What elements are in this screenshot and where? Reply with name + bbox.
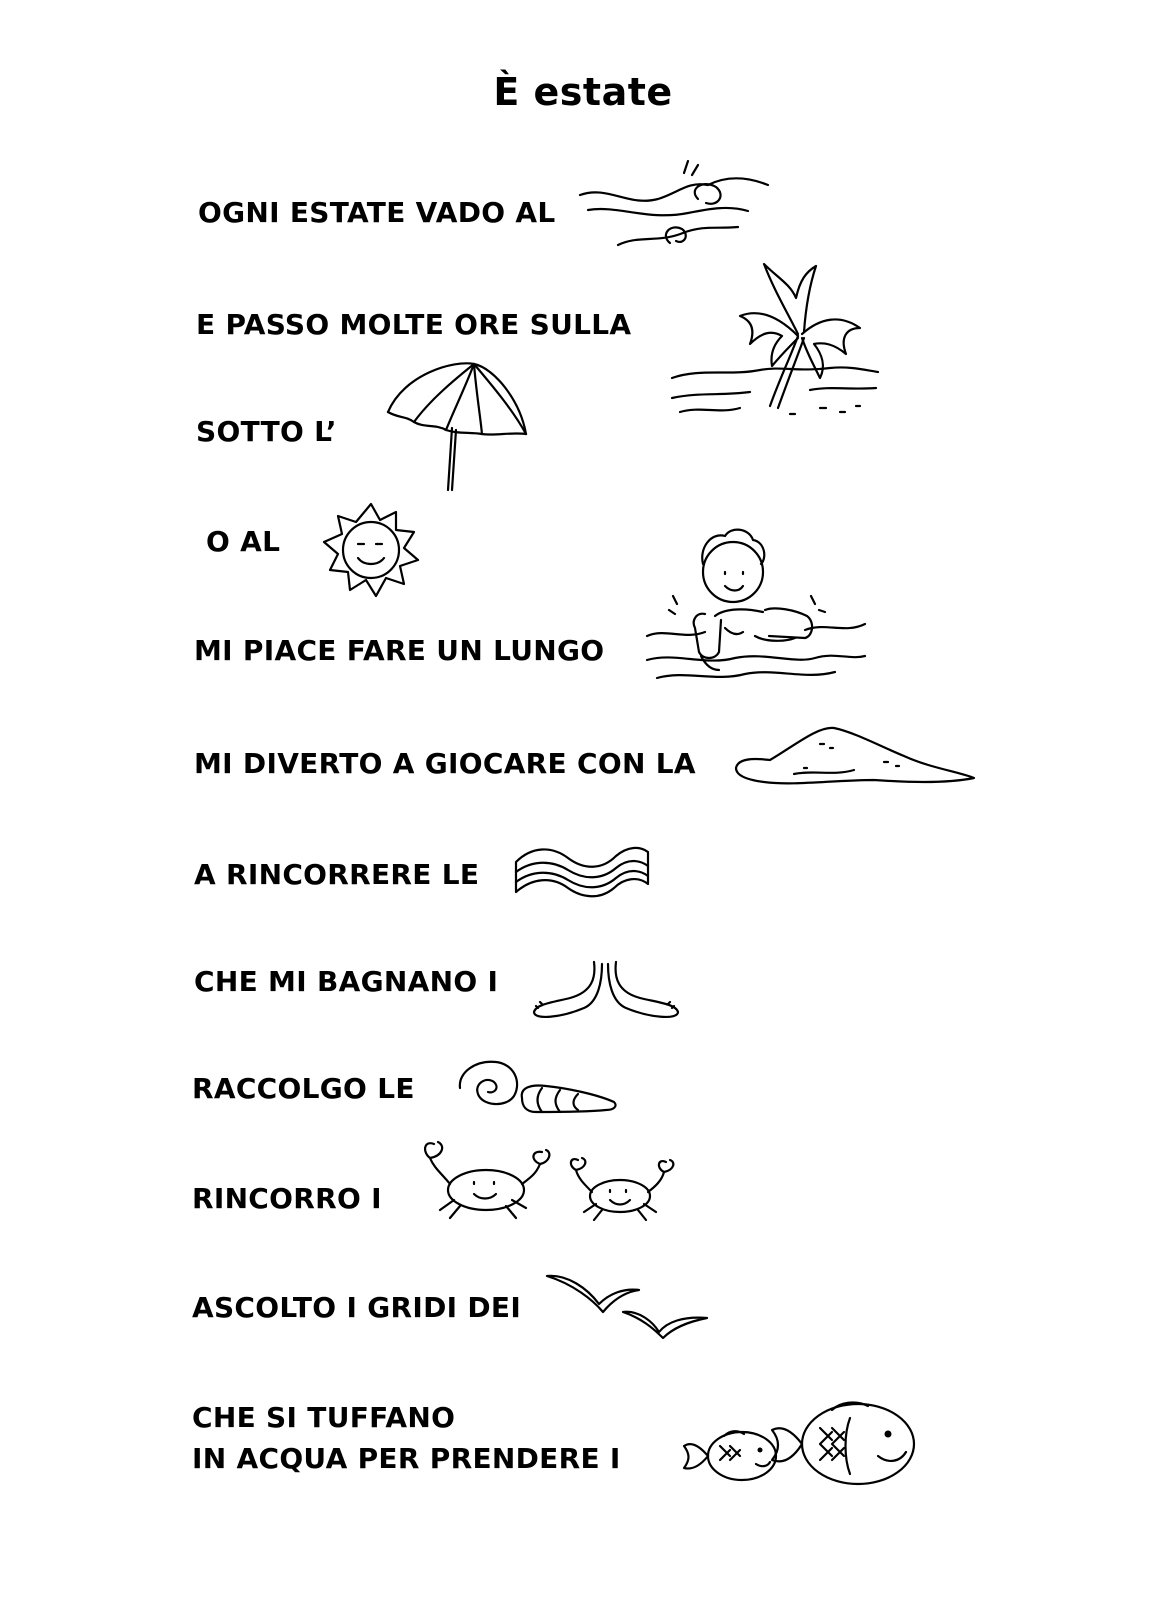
line-umbrella: SOTTO L’ — [196, 415, 337, 448]
feet-icon — [530, 958, 682, 1022]
line-beach: E PASSO MOLTE ORE SULLA — [196, 308, 632, 341]
line-feet: CHE MI BAGNANO I — [194, 965, 499, 998]
line-waves: A RINCORRERE LE — [194, 858, 480, 891]
line-fish: IN ACQUA PER PRENDERE I — [192, 1442, 621, 1475]
line-dive: CHE SI TUFFANO — [192, 1401, 456, 1434]
line-sun: O AL — [206, 525, 281, 558]
line-shells: RACCOLGO LE — [192, 1072, 415, 1105]
line-crabs: RINCORRO I — [192, 1182, 382, 1215]
crabs-icon — [420, 1138, 682, 1222]
page-title: È estate — [493, 70, 673, 114]
line-sea: OGNI ESTATE VADO AL — [198, 196, 556, 229]
line-sand: MI DIVERTO A GIOCARE CON LA — [194, 747, 696, 780]
fish-icon — [680, 1398, 926, 1490]
beach-icon — [670, 258, 880, 420]
line-swim: MI PIACE FARE UN LUNGO — [194, 634, 605, 667]
seagulls-icon — [543, 1270, 713, 1340]
sand-icon — [734, 724, 978, 790]
waves-icon — [512, 842, 652, 898]
umbrella-icon — [384, 360, 530, 492]
sun-icon — [318, 500, 424, 600]
swimming-child-icon — [645, 524, 871, 694]
shells-icon — [456, 1058, 620, 1118]
line-seagulls: ASCOLTO I GRIDI DEI — [192, 1291, 522, 1324]
sea-icon — [578, 155, 778, 255]
